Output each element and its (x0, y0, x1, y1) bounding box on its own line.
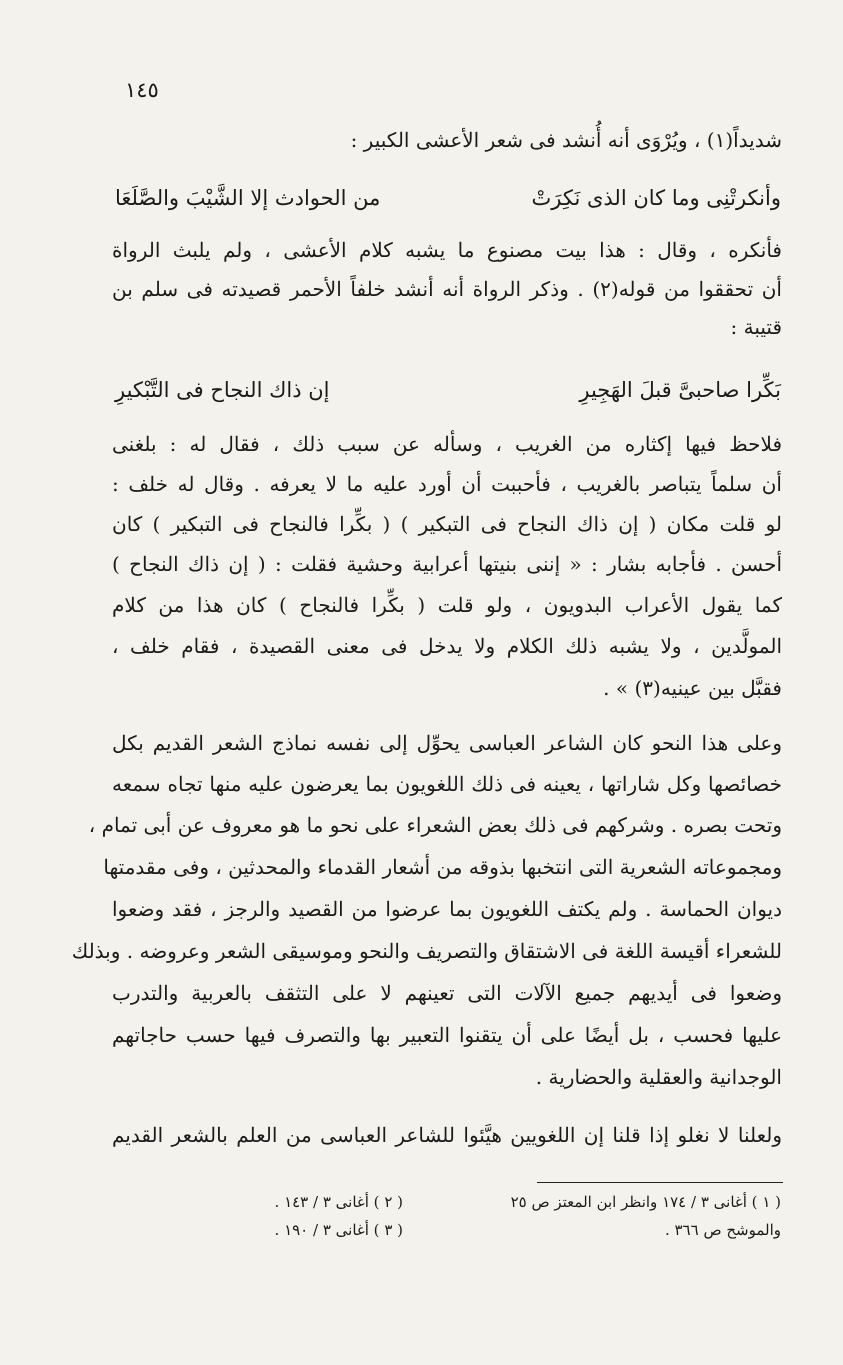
para3-line: ومجموعاته الشعرية التى انتخبها بذوقه من أشعار القدماء والمحدثين ، وفى مقدمتها (103, 855, 782, 879)
verse2-first-hemistich: بَكِّرا صاحبىَّ قبلَ الهَجِيرِ (579, 378, 781, 402)
para4-line: ولعلنا لا نغلو إذا قلنا إن اللغويين هيَّئوا للشاعر العباسى من العلم بالشعر القديم (112, 1123, 782, 1147)
para3-line: خصائصها وكل شاراتها ، يعينه فى ذلك اللغويون بما يعرضون عليه منها تجاه سمعه (112, 772, 782, 796)
para2-line: كما يقول الأعراب البدويون ، ولو قلت ( بكِّرا فالنجاح ) كان هذا من كلام (112, 593, 782, 617)
para3-line: وضعوا فى أيديهم جميع الآلات التى تعينهم لا على التثقف بالعربية والتدرب (112, 981, 782, 1005)
footnote-rule (537, 1182, 783, 1183)
para2-line: أحسن . فأجابه بشار : « إننى بنيتها أعرابية وحشية فقلت : ( إن ذاك النجاح ) (112, 552, 782, 576)
footnote-1: ( ١ ) أغانى ٣ / ١٧٤ وانظر ابن المعتز ص ٢٥ (510, 1193, 781, 1211)
footnote-1-cont: والموشح ص ٣٦٦ . (664, 1221, 781, 1239)
para2-line: المولَّدين ، ولا يشبه ذلك الكلام ولا يدخل فى معنى القصيدة ، فقام خلف ، (112, 634, 782, 658)
verse1-second-hemistich: من الحوادث إلا الشَّيْبَ والصَّلَعَا (115, 186, 381, 210)
para2-line: أن سلماً يتباصر بالغريب ، فأحببت أن أورد عليه ما لا يعرفه . وقال له خلف : (112, 472, 782, 496)
para3-line: وعلى هذا النحو كان الشاعر العباسى يحوِّل إلى نفسه نماذج الشعر القديم بكل (112, 731, 782, 755)
para3-line: للشعراء أقيسة اللغة فى الاشتقاق والتصريف والنحو وموسيقى الشعر وعروضه . وبذلك (71, 939, 782, 963)
para3-line: وتحت بصره . وشركهم فى ذلك بعض الشعراء على نحو ما هو معروف عن أبى تمام ، (88, 813, 782, 837)
intro-line: شديداً(١) ، ويُرْوَى أنه أُنشد فى شعر الأعشى الكبير : (350, 128, 782, 152)
footnote-2: ( ٢ ) أغانى ٣ / ١٤٣ . (274, 1193, 403, 1211)
para3-line: ديوان الحماسة . ولم يكتف اللغويون بما عرضوا من القصيد والرجز ، فقد وضعوا (112, 897, 782, 921)
footnote-3: ( ٣ ) أغانى ٣ / ١٩٠ . (274, 1221, 403, 1239)
para3-line: عليها فحسب ، بل أيضًا على أن يتقنوا التعبير بها والتصرف فيها حسب حاجاتهم (112, 1023, 782, 1047)
verse1-first-hemistich: وأنكرتْنِى وما كان الذى نَكِرَتْ (531, 186, 781, 210)
para2-line: فقبَّل بين عينيه(٣) » . (603, 676, 782, 700)
verse2-second-hemistich: إن ذاك النجاح فى التَّبْكيرِ (115, 378, 330, 402)
para1-line: أن تحققوا من قوله(٢) . وذكر الرواة أنه أنشد خلفاً الأحمر قصيدته فى سلم بن (112, 277, 782, 301)
para1-line: فأنكره ، وقال : هذا بيت مصنوع ما يشبه كلام الأعشى ، ولم يلبث الرواة (112, 238, 782, 262)
para1-line: قتيبة : (730, 315, 782, 339)
para3-line: الوجدانية والعقلية والحضارية . (535, 1065, 782, 1089)
page-number: ١٤٥ (125, 78, 159, 102)
para2-line: لو قلت مكان ( إن ذاك النجاح فى التبكير ) ( بكِّرا فالنجاح فى التبكير ) كان (112, 512, 782, 536)
para2-line: فلاحظ فيها إكثاره من الغريب ، وسأله عن سبب ذلك ، فقال له : بلغنى (112, 432, 782, 456)
